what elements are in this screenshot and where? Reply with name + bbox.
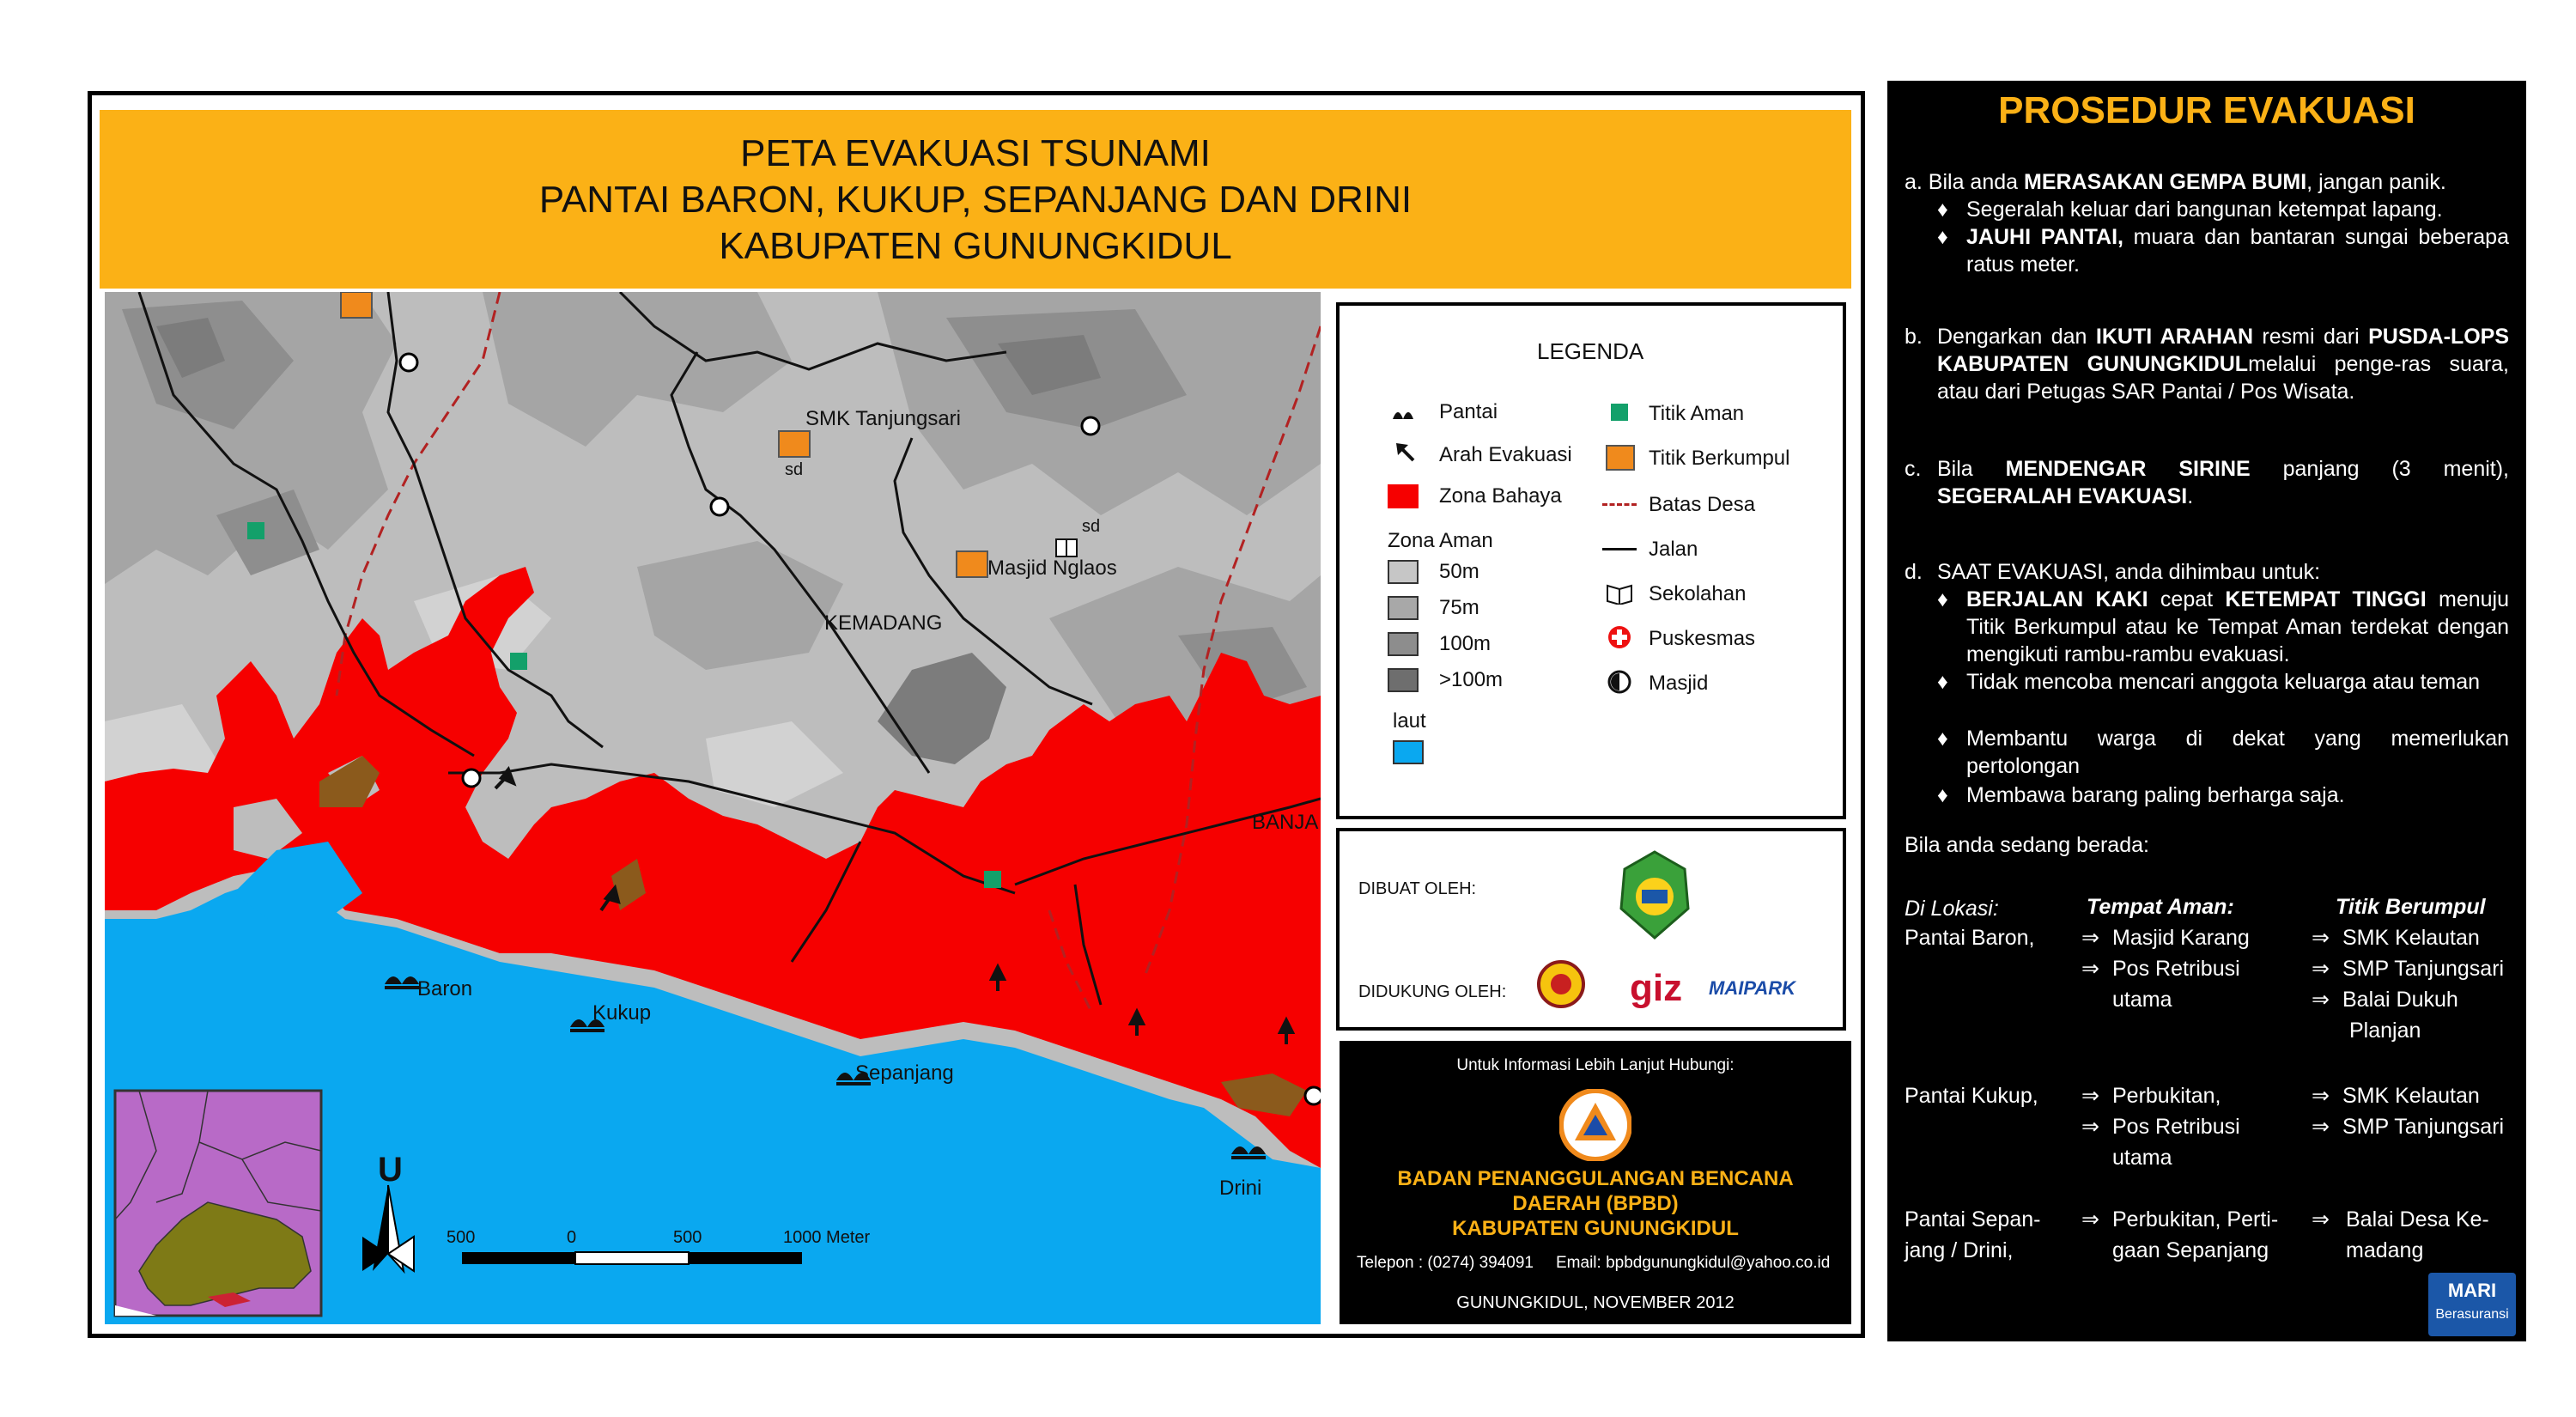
legend-titik-berkumpul: Titik Berkumpul xyxy=(1649,447,1790,470)
contact-org-3: KABUPATEN GUNUNGKIDUL xyxy=(1452,1217,1739,1240)
label-north: U xyxy=(378,1151,403,1189)
gunungkidul-emblem-icon xyxy=(1616,848,1693,943)
procedure-c-text: Bila MENDENGAR SIRINE panjang (3 menit), SEGERALAH EVAKUASI. xyxy=(1937,457,2509,508)
contact-header: Untuk Informasi Lebih Lanjut Hubungi: xyxy=(1456,1056,1735,1074)
contact-email: Email: bpbdgunungkidul@yahoo.co.id xyxy=(1556,1254,1831,1272)
procedure-d-item-3: Membantu warga di dekat yang memerlukan pertolongan xyxy=(1966,727,2509,778)
row-3-berkumpul-2: madang xyxy=(2346,1238,2424,1262)
school-icon xyxy=(1606,582,1633,605)
titik-aman-icon xyxy=(1611,404,1628,421)
contact-telepon: Telepon : (0274) 394091 xyxy=(1357,1254,1534,1272)
row-3-aman-2: gaan Sepanjang xyxy=(2112,1238,2269,1262)
bullet-icon: ♦ xyxy=(1937,198,1948,222)
col-header-aman: Tempat Aman: xyxy=(2087,895,2234,919)
puskesmas-icon xyxy=(1607,625,1631,649)
title-line-1: PETA EVAKUASI TSUNAMI xyxy=(740,132,1211,174)
legend-zona-bahaya: Zona Bahaya xyxy=(1439,484,1562,508)
row-1-berkumpul-3b: Planjan xyxy=(2349,1019,2421,1043)
row-1-location: Pantai Baron, xyxy=(1905,926,2035,950)
arrow-icon: ⇒ xyxy=(2312,957,2330,981)
row-2-location: Pantai Kukup, xyxy=(1905,1084,2038,1108)
label-kukup: Kukup xyxy=(592,1001,652,1025)
procedure-a-item-1: Segeralah keluar dari bangunan ketempat lapang. xyxy=(1966,198,2443,222)
swatch-75m xyxy=(1388,596,1419,620)
row-3-aman-1: Perbukitan, Perti- xyxy=(2112,1207,2279,1232)
legend-pantai: Pantai xyxy=(1439,400,1498,423)
row-1-aman-1: Masjid Karang xyxy=(2112,926,2250,950)
legend-75m: 75m xyxy=(1439,596,1479,619)
procedure-a-line: a. Bila anda MERASAKAN GEMPA BUMI, jangan panik. xyxy=(1905,170,2446,194)
title-line-3: KABUPATEN GUNUNGKIDUL xyxy=(719,225,1232,267)
school-icon xyxy=(1056,539,1077,556)
bullet-icon: ♦ xyxy=(1937,225,1948,249)
bpbd-logo-icon xyxy=(1559,1089,1631,1161)
label-sd-2: sd xyxy=(1082,517,1101,536)
procedure-d-text: SAAT EVAKUASI, anda dihimbau untuk: xyxy=(1937,560,2321,584)
row-1-berkumpul-3: Balai Dukuh xyxy=(2342,988,2458,1012)
evacuation-map xyxy=(105,292,1321,1324)
row-2-berkumpul-1: SMK Kelautan xyxy=(2342,1084,2480,1108)
contact-org-2: DAERAH (BPBD) xyxy=(1512,1192,1679,1215)
batas-desa-icon xyxy=(1602,503,1637,506)
beach-icon xyxy=(1391,402,1417,423)
arrow-icon: ⇒ xyxy=(2081,1084,2099,1108)
procedure-c-marker: c. xyxy=(1905,457,1922,481)
contact-box xyxy=(1340,1041,1851,1324)
label-drini: Drini xyxy=(1219,1177,1262,1200)
procedure-b-marker: b. xyxy=(1905,325,1923,349)
map-title-banner xyxy=(100,110,1851,289)
contact-footer: GUNUNGKIDUL, NOVEMBER 2012 xyxy=(1456,1293,1735,1312)
arrow-icon: ⇒ xyxy=(2081,926,2099,950)
label-sepanjang: Sepanjang xyxy=(855,1061,954,1085)
inset-map xyxy=(115,1091,321,1316)
jalan-icon xyxy=(1602,548,1637,550)
credits-box xyxy=(1336,828,1846,1031)
legend-zona-aman: Zona Aman xyxy=(1388,529,1493,552)
row-1-aman-2b: utama xyxy=(2112,988,2172,1012)
title-line-2: PANTAI BARON, KUKUP, SEPANJANG DAN DRINI xyxy=(538,179,1413,221)
arrow-icon: ⇒ xyxy=(2081,1207,2099,1232)
row-2-aman-2b: utama xyxy=(2112,1146,2172,1170)
masjid-icon xyxy=(1607,670,1631,694)
label-kemadang: KEMADANG xyxy=(824,611,943,635)
bullet-icon: ♦ xyxy=(1937,587,1948,611)
arrow-icon: ⇒ xyxy=(2312,988,2330,1012)
procedure-d-item-2: Tidak mencoba mencari anggota keluarga atau teman xyxy=(1966,670,2481,694)
scale-tick-2: 500 xyxy=(673,1228,702,1247)
swatch-100m xyxy=(1388,632,1419,656)
arrow-icon: ⇒ xyxy=(2081,957,2099,981)
arrow-icon: ⇒ xyxy=(2312,1207,2330,1232)
row-2-aman-2: Pos Retribusi xyxy=(2112,1115,2240,1139)
bullet-icon: ♦ xyxy=(1937,783,1948,807)
label-banjar: BANJA xyxy=(1252,811,1319,834)
col-header-lokasi: Di Lokasi: xyxy=(1905,897,1999,921)
row-1-aman-2: Pos Retribusi xyxy=(2112,957,2240,981)
giz-logo: giz xyxy=(1630,967,1683,1009)
map-canvas xyxy=(105,292,1321,1324)
bullet-icon: ♦ xyxy=(1937,670,1948,694)
label-smk-tanjungsari: SMK Tanjungsari xyxy=(805,407,961,430)
row-3-berkumpul-1: Balai Desa Ke- xyxy=(2346,1207,2489,1232)
maipark-logo: MAIPARK xyxy=(1709,977,1796,999)
legend-100m: 100m xyxy=(1439,632,1492,655)
procedure-a-item-2: JAUHI PANTAI, muara dan bantaran sungai beberapa ratus meter. xyxy=(1966,225,2509,277)
scale-tick-3: 1000 Meter xyxy=(783,1228,871,1247)
scale-tick-1: 0 xyxy=(567,1228,577,1247)
label-masjid-nglaos: Masjid Nglaos xyxy=(987,556,1117,580)
credits-didukung: DIDUKUNG OLEH: xyxy=(1358,982,1507,1001)
map-legend xyxy=(1336,302,1846,819)
scale-tick-0: 500 xyxy=(447,1228,476,1247)
arrow-icon: ⇒ xyxy=(2312,1115,2330,1139)
bnpb-emblem-icon xyxy=(1537,952,1585,1017)
legend-laut: laut xyxy=(1393,709,1426,733)
swatch-laut xyxy=(1393,740,1424,764)
contact-org-1: BADAN PENANGGULANGAN BENCANA xyxy=(1397,1167,1794,1190)
legend-arah: Arah Evakuasi xyxy=(1439,443,1572,466)
procedure-b-text: Dengarkan dan IKUTI ARAHAN resmi dari PUSDA-LOPS KABUPATEN GUNUNGKIDULmelalui penge-ras suara, atau dari Petugas SAR Pantai / Pos Wisata. xyxy=(1937,325,2510,404)
label-baron: Baron xyxy=(417,977,473,1000)
legend-gt100m: >100m xyxy=(1439,668,1504,691)
swatch-zona-bahaya xyxy=(1388,484,1419,508)
swatch-gt100m xyxy=(1388,668,1419,692)
titik-berkumpul-icon xyxy=(1606,445,1635,471)
swatch-50m xyxy=(1388,560,1419,584)
row-2-aman-1: Perbukitan, xyxy=(2112,1084,2221,1108)
scale-bar xyxy=(462,1252,802,1264)
row-2-berkumpul-2: SMP Tanjungsari xyxy=(2342,1115,2505,1139)
row-3-location-1: Pantai Sepan- xyxy=(1905,1207,2041,1232)
legend-masjid: Masjid xyxy=(1649,672,1709,695)
legend-sekolahan: Sekolahan xyxy=(1649,582,1747,605)
procedure-d-item-1: BERJALAN KAKI cepat KETEMPAT TINGGI menuju Titik Berkumpul atau ke Tempat Aman terdekat dengan mengikuti rambu-rambu evakuasi. xyxy=(1966,587,2509,666)
procedure-title: PROSEDUR EVAKUASI xyxy=(1998,89,2415,131)
procedure-d-item-4: Membawa barang paling berharga saja. xyxy=(1966,783,2345,807)
row-1-berkumpul-2: SMP Tanjungsari xyxy=(2342,957,2505,981)
legend-puskesmas: Puskesmas xyxy=(1649,627,1756,650)
legend-50m: 50m xyxy=(1439,560,1479,583)
credits-dibuat: DIBUAT OLEH: xyxy=(1358,879,1477,898)
legend-jalan: Jalan xyxy=(1649,538,1698,561)
col-header-berkumpul: Titik Berumpul xyxy=(2336,895,2486,919)
arrow-icon: ⇒ xyxy=(2081,1115,2099,1139)
arrow-icon: ⇒ xyxy=(2312,926,2330,950)
evacuation-arrow-icon xyxy=(1394,441,1417,464)
row-1-berkumpul-1: SMK Kelautan xyxy=(2342,926,2480,950)
row-3-location-2: jang / Drini, xyxy=(1905,1238,2014,1262)
arrow-icon: ⇒ xyxy=(2312,1084,2330,1108)
mari-berasuransi-logo: MARI Berasuransi xyxy=(2428,1273,2516,1336)
bullet-icon: ♦ xyxy=(1937,727,1948,751)
procedure-panel xyxy=(1887,81,2526,1341)
procedure-d-marker: d. xyxy=(1905,560,1923,584)
procedure-bila: Bila anda sedang berada: xyxy=(1905,833,2149,857)
label-sd-1: sd xyxy=(785,460,804,479)
legend-batas-desa: Batas Desa xyxy=(1649,493,1756,516)
legend-title: LEGENDA xyxy=(1537,338,1644,364)
legend-titik-aman: Titik Aman xyxy=(1649,402,1745,425)
